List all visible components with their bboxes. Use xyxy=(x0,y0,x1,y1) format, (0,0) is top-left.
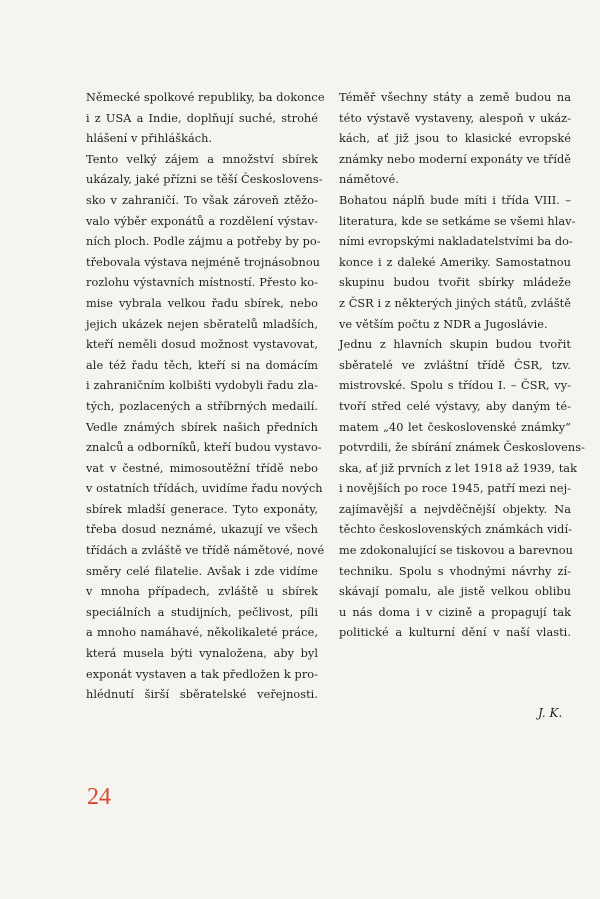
text-line: mise vybrala velkou řadu sbírek, nebo xyxy=(86,296,318,310)
text-line: Tento velký zájem a množství sbírek xyxy=(86,152,318,166)
text-line: Německé spolkové republiky, ba dokonce xyxy=(86,91,325,104)
text-line: i novějších po roce 1945, patří mezi nej- xyxy=(339,482,571,496)
text-line: Vedle známých sbírek našich předních xyxy=(86,420,318,434)
text-line: třídách a zvláště ve třídě námětové, nové xyxy=(86,544,325,558)
text-line: sko v zahraničí. To však zároveň ztěžo- xyxy=(86,193,318,207)
text-line: politické a kulturní dění v naší vlasti. xyxy=(339,626,571,640)
text-line: ve větším počtu z NDR a Jugoslávie. xyxy=(339,317,548,331)
text-line: třeba dosud neznámé, ukazují ve všech xyxy=(86,523,318,537)
text-line: skávají pomalu, ale jistě velkou oblibu xyxy=(339,585,571,599)
text-line: v ostatních třídách, uvidíme řadu nových xyxy=(86,482,323,496)
text-line: zajímavější a nejvděčnější objekty. Na xyxy=(339,502,571,516)
text-line: literatura, kde se setkáme se všemi hlav- xyxy=(339,214,576,228)
text-line: jejich ukázek nejen sběratelů mladších, xyxy=(86,317,318,331)
text-line: z ČSR i z některých jiných států, zvláště xyxy=(339,296,571,310)
text-line: rozlohu výstavních místností. Přesto ko- xyxy=(86,276,318,290)
text-line: u nás doma i v cizině a propagují tak xyxy=(339,605,571,619)
text-line: Jednu z hlavních skupin budou tvořit xyxy=(339,338,571,352)
text-line: skupinu budou tvořit sbírky mládeže xyxy=(339,276,571,290)
text-line: známky nebo moderní exponáty ve třídě xyxy=(339,152,571,166)
text-line: i zahraničním kolbišti vydobyli řadu zla- xyxy=(86,379,318,393)
text-line: tých, pozlacených a stříbrných medailí. xyxy=(86,399,318,413)
text-line: sběratelé ve zvláštní třídě ČSR, tzv. xyxy=(339,358,571,372)
right-text-column xyxy=(339,88,585,644)
text-line: konce i z daleké Ameriky. Samostatnou xyxy=(339,255,571,269)
text-line: sbírek mladší generace. Tyto exponáty, xyxy=(86,502,318,516)
text-line: znalců a odborníků, kteří budou vystavo- xyxy=(86,441,322,455)
text-line: námětové. xyxy=(339,173,399,187)
text-line: vat v čestné, mimosoutěžní třídě nebo xyxy=(86,461,318,475)
text-line: tvoří střed celé výstavy, aby daným té- xyxy=(339,399,571,413)
text-line: ních ploch. Podle zájmu a potřeby by po- xyxy=(86,235,321,249)
text-line: Bohatou náplň bude míti i třída VIII. – xyxy=(339,193,571,207)
text-line: mistrovské. Spolu s třídou I. – ČSR, vy- xyxy=(339,379,571,393)
left-text-column xyxy=(86,88,325,706)
text-line: ními evropskými nakladatelstvími ba do- xyxy=(339,235,573,249)
text-line: Téměř všechny státy a země budou na xyxy=(339,91,571,104)
text-line: potvrdili, že sbírání známek Českoslovens- xyxy=(339,441,585,455)
text-line: ukázaly, jaké přízni se těší Českoslovens- xyxy=(86,173,323,187)
text-line: techniku. Spolu s vhodnými návrhy zí- xyxy=(339,564,571,578)
text-line: valo výběr exponátů a rozdělení výstav- xyxy=(86,214,318,228)
text-line: kách, ať již jsou to klasické evropské xyxy=(339,132,571,146)
text-line: me zdokonalující se tiskovou a barevnou xyxy=(339,544,573,558)
text-line: která musela býti vynaložena, aby byl xyxy=(86,647,318,661)
text-line: třebovala výstava nejméně trojnásobnou xyxy=(86,255,321,269)
author-signature: J. K. xyxy=(538,706,563,720)
text-line: ale též řadu těch, kteří si na domácím xyxy=(86,358,318,372)
text-line: i z USA a Indie, doplňují suché, strohé xyxy=(86,111,318,125)
text-line: hlédnutí širší sběratelské veřejnosti. xyxy=(86,688,318,702)
text-line: v mnoha případech, zvláště u sbírek xyxy=(86,585,318,599)
page-number: 24 xyxy=(87,784,111,810)
text-line: směry celé filatelie. Avšak i zde vidíme xyxy=(86,564,318,578)
text-line: hlášení v přihláškách. xyxy=(86,132,213,146)
text-line: speciálních a studijních, pečlivost, píli xyxy=(86,605,318,619)
text-line: kteří neměli dosud možnost vystavovat, xyxy=(86,338,318,352)
text-line: těchto československých známkách vidí- xyxy=(339,523,572,537)
text-line: této výstavě vystaveny, alespoň v ukáz- xyxy=(339,111,571,125)
text-line: ska, ať již prvních z let 1918 až 1939, tak xyxy=(339,461,577,475)
text-line: a mnoho namáhavé, několikaleté práce, xyxy=(86,626,318,640)
text-line: exponát vystaven a tak předložen k pro- xyxy=(86,667,318,681)
text-line: matem „40 let československé známky“ xyxy=(339,420,571,434)
